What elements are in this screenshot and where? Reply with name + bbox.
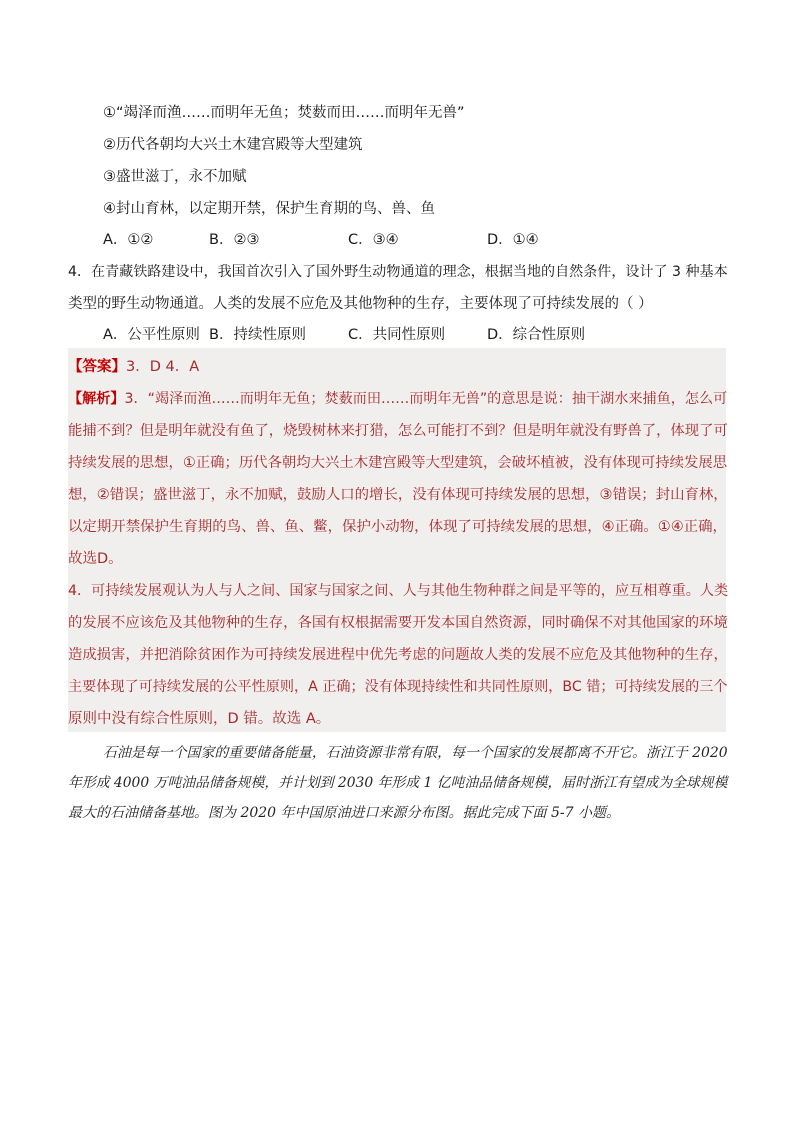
q3-option-b: B．②③ [209, 232, 260, 248]
analysis-q3-text-5: 以定期开禁保护生育期的鸟、兽、鱼、鳖，保护小动物，体现了可持续发展的思想，④正确。①④正确， [68, 519, 727, 535]
analysis-q4-text-2: 的发展不应该危及其他物种的生存，各国有权根据需要开发本国自然资源，同时确保不对其他国家的环境 [68, 615, 728, 631]
analysis-q3-text-6: 故选D。 [68, 551, 123, 567]
analysis-q4-text-1: 4．可持续发展观认为人与人之间、国家与国家之间、人与其他生物种群之间是平等的，应互相尊重。人类 [68, 583, 729, 599]
analysis-q3-text-1: 3．“竭泽而渔……而明年无鱼；焚薮而田……而明年无兽”的意思是说：抽干湖水来捕鱼，怎么可 [124, 391, 728, 407]
q4-stem-line-1: 4．在青藏铁路建设中，我国首次引入了国外野生动物通道的理念，根据当地的自然条件，设计了 3 种基本 [68, 264, 728, 280]
analysis-q3-text-4: 想，②错误；盛世滋丁，永不加赋，鼓励人口的增长，没有体现可持续发展的思想，③错误；封山育林， [68, 487, 728, 503]
answer-line [68, 357, 199, 377]
q4-option-c: C．共同性原则 [348, 327, 446, 343]
analysis-q4-text-5: 原则中没有综合性原则，D 错。故选 A。 [68, 711, 331, 727]
q3-item-3: ③盛世滋丁，永不加赋 [103, 169, 247, 185]
q3-option-a: A．①② [103, 232, 154, 248]
passage-line-3: 最大的石油储备基地。图为 2020 年中国原油进口来源分布图。据此完成下面 5-7 小题。 [68, 805, 620, 821]
analysis-label: 【解析】 [68, 391, 125, 407]
analysis-q3-text-3: 持续发展的思想，①正确；历代各朝均大兴土木建宫殿等大型建筑，会破坏植被，没有体现可持续发展思 [68, 455, 728, 471]
analysis-q3-text-2: 能捕不到？但是明年就没有鱼了，烧毁树林来打猎，怎么可能打不到？但是明年就没有野兽了，体现了可 [68, 423, 728, 439]
answer-text: 3．D 4．A [126, 359, 200, 375]
q3-option-c: C．③④ [348, 232, 399, 248]
q4-option-b: B．持续性原则 [209, 327, 306, 343]
passage-line-1: 石油是每一个国家的重要储备能量，石油资源非常有限，每一个国家的发展都离不开它。浙江于 2020 [103, 745, 728, 761]
q4-options [0, 325, 794, 345]
q3-item-1: ①“竭泽而渔……而明年无鱼；焚薮而田……而明年无兽” [103, 105, 465, 121]
q3-options [0, 230, 794, 250]
analysis-q4-text-4: 主要体现了可持续发展的公平性原则，A 正确；没有体现持续性和共同性原则，BC 错；可持续发展的三个 [68, 679, 728, 695]
q3-item-4: ④封山育林，以定期开禁，保护生育期的鸟、兽、鱼 [103, 201, 435, 217]
q4-option-d: D．综合性原则 [487, 327, 586, 343]
passage-line-2: 年形成 4000 万吨油品储备规模，并计划到 2030 年形成 1 亿吨油品储备规模，届时浙江有望成为全球规模 [68, 775, 728, 791]
q4-stem-line-2: 类型的野生动物通道。人类的发展不应危及其他物种的生存，主要体现了可持续发展的（ ） [68, 296, 653, 312]
q3-item-2: ②历代各朝均大兴土木建宫殿等大型建筑 [103, 137, 363, 153]
analysis-q4-text-3: 造成损害，并把消除贫困作为可持续发展进程中优先考虑的问题故人类的发展不应危及其他物种的生存， [68, 647, 728, 663]
q3-option-d: D．①④ [487, 232, 539, 248]
analysis-line-1 [68, 389, 727, 409]
q4-option-a: A．公平性原则 [103, 327, 200, 343]
answer-label: 【答案】 [68, 359, 126, 375]
